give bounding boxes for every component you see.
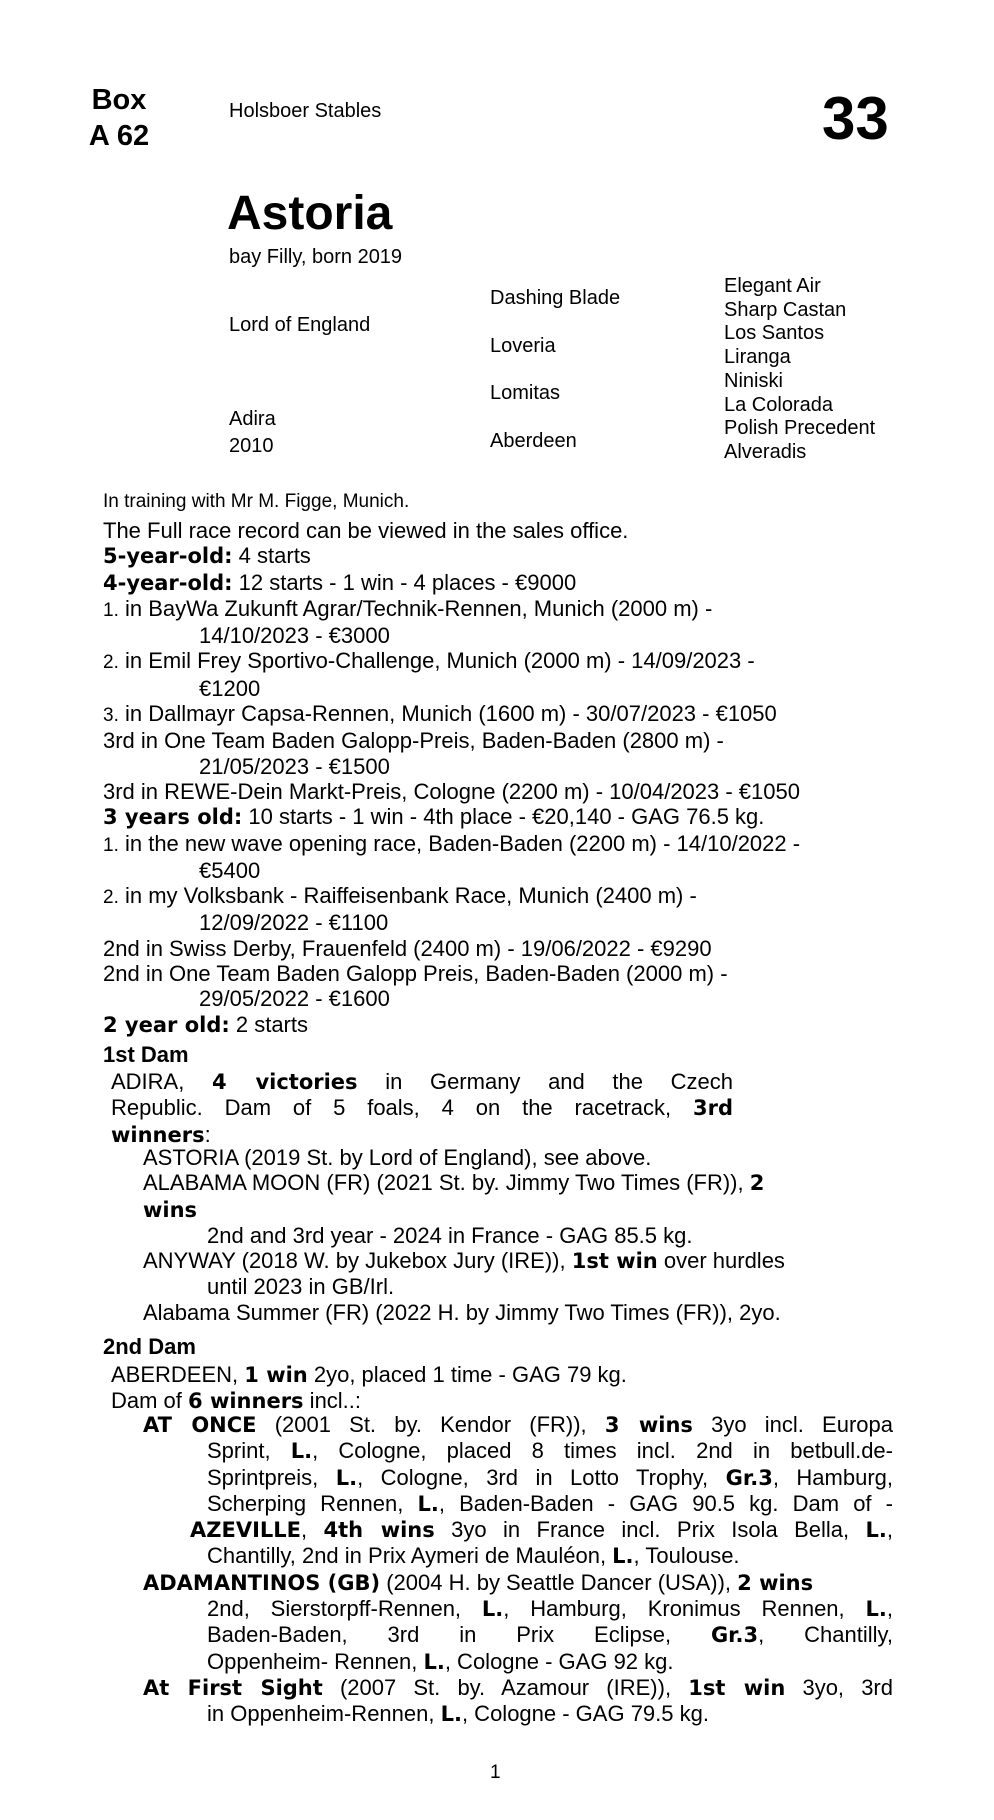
produce-line-cont: Chantilly, 2nd in Prix Aymeri de Mauléon, L., Toulouse. — [207, 1543, 740, 1569]
race-line: 3. in Dallmayr Capsa-Rennen, Munich (1600 m) - 30/07/2023 - €1050 — [103, 701, 777, 727]
produce-line-cont: until 2023 in GB/Irl. — [207, 1274, 395, 1300]
record-2yo: 2 year old: 2 starts — [103, 1011, 308, 1037]
first-dam-heading: 1st Dam — [103, 1042, 189, 1067]
dam-text-line: ADIRA, 4 victories in Germany and the Czech — [111, 1069, 733, 1094]
race-line: 2nd in Swiss Derby, Frauenfeld (2400 m) - 19/06/2022 - €9290 — [103, 935, 712, 961]
produce-line-cont: 2nd, Sierstorpff-Rennen, L., Hamburg, Kronimus Rennen, L., — [207, 1596, 893, 1622]
pedigree-gen3-item: Niniski — [724, 370, 783, 392]
full-record-note: The Full race record can be viewed in the sales office. — [103, 518, 629, 543]
produce-line-cont: in Oppenheim-Rennen, L., Cologne - GAG 79.5 kg. — [207, 1701, 709, 1727]
pedigree-gen2-item: Loveria — [490, 335, 556, 357]
pedigree-gen3-item: Alveradis — [724, 441, 807, 463]
race-line: 3rd in One Team Baden Galopp-Preis, Baden-Baden (2800 m) - — [103, 728, 724, 754]
race-line-cont: 12/09/2022 - €1100 — [199, 910, 389, 936]
dam-text-line: winners: — [111, 1121, 211, 1147]
produce-line: AT ONCE (2001 St. by. Kendor (FR)), 3 wins 3yo incl. Europa — [143, 1412, 893, 1437]
race-line: 2. in Emil Frey Sportivo-Challenge, Munich (2000 m) - 14/09/2023 - — [103, 648, 755, 674]
box-label: Box — [91, 84, 147, 116]
dam-text-line: Dam of 6 winners incl..: — [111, 1388, 362, 1414]
dam-text-line: Republic. Dam of 5 foals, 4 on the racetrack, 3rd — [111, 1095, 733, 1121]
produce-line: ASTORIA (2019 St. by Lord of England), see above. — [143, 1145, 652, 1170]
race-line: 2. in my Volksbank - Raiffeisenbank Race, Munich (2400 m) - — [103, 883, 697, 909]
second-dam-section — [111, 1362, 911, 1415]
pedigree-gen3-item: Sharp Castan — [724, 299, 847, 321]
record-5yo: 5-year-old: 4 starts — [103, 543, 311, 569]
race-line: 3rd in REWE-Dein Markt-Preis, Cologne (2200 m) - 10/04/2023 - €1050 — [103, 778, 800, 804]
produce-line-cont: Scherping Rennen, L., Baden-Baden - GAG 90.5 kg. Dam of - — [207, 1490, 893, 1516]
produce-line: ANYWAY (2018 W. by Jukebox Jury (IRE)), 1st win over hurdles — [143, 1248, 785, 1274]
second-dam-produce — [143, 1412, 893, 1728]
record-3yo: 3 years old: 10 starts - 1 win - 4th place - €20,140 - GAG 76.5 kg. — [103, 804, 765, 830]
pedigree-gen3-item: La Colorada — [724, 394, 833, 416]
produce-line: ALABAMA MOON (FR) (2021 St. by. Jimmy Two Times (FR)), 2 — [143, 1170, 765, 1196]
produce-line: Alabama Summer (FR) (2022 H. by Jimmy Two Times (FR)), 2yo. — [143, 1299, 781, 1325]
pedigree-gen2-item: Lomitas — [490, 382, 561, 404]
race-line-cont: €5400 — [199, 857, 261, 883]
first-dam-section — [111, 1069, 733, 1148]
produce-line-cont: Oppenheim- Rennen, L., Cologne - GAG 92 kg. — [207, 1648, 674, 1674]
race-line: 1. in BayWa Zukunft Agrar/Technik-Rennen, Munich (2000 m) - — [103, 595, 713, 621]
produce-line-cont: Sprint, L., Cologne, placed 8 times incl. 2nd in betbull.de- — [207, 1438, 893, 1464]
training-note: In training with Mr M. Figge, Munich. — [103, 491, 410, 512]
pedigree-gen3-item: Polish Precedent — [724, 417, 876, 439]
race-line-cont: 29/05/2022 - €1600 — [199, 986, 390, 1012]
race-line: 2nd in One Team Baden Galopp Preis, Baden-Baden (2000 m) - — [103, 961, 728, 987]
produce-line-cont: 2nd and 3rd year - 2024 in France - GAG 85.5 kg. — [207, 1222, 693, 1248]
race-line-cont: 21/05/2023 - €1500 — [199, 753, 390, 779]
box-location — [88, 82, 150, 154]
race-record — [103, 518, 903, 1038]
produce-line: ADAMANTINOS (GB) (2004 H. by Seattle Dancer (USA)), 2 wins — [143, 1569, 814, 1595]
pedigree-gen3-item: Liranga — [724, 346, 791, 368]
first-dam-produce — [111, 1145, 911, 1325]
race-line-cont: 14/10/2023 - €3000 — [199, 623, 390, 649]
lot-number: 33 — [822, 85, 889, 152]
second-dam-heading: 2nd Dam — [103, 1334, 196, 1359]
box-number: A 62 — [88, 120, 150, 152]
race-line-cont: €1200 — [199, 675, 261, 701]
pedigree-sire: Lord of England — [229, 314, 371, 336]
horse-description: bay Filly, born 2019 — [229, 246, 403, 268]
pedigree-gen3-item: Elegant Air — [724, 275, 821, 297]
pedigree-dam: Adira — [229, 408, 276, 430]
produce-line-cont: AZEVILLE, 4th wins 3yo in France incl. Prix Isola Bella, L., — [190, 1517, 893, 1543]
produce-line-cont: Baden-Baden, 3rd in Prix Eclipse, Gr.3, Chantilly, — [207, 1622, 893, 1648]
race-line: 1. in the new wave opening race, Baden-Baden (2200 m) - 14/10/2022 - — [103, 830, 801, 856]
produce-line-cont: Sprintpreis, L., Cologne, 3rd in Lotto Trophy, Gr.3, Hamburg, — [207, 1464, 893, 1490]
pedigree-gen2-item: Aberdeen — [490, 430, 577, 452]
produce-line: wins — [143, 1197, 198, 1222]
pedigree-gen2-item: Dashing Blade — [490, 287, 621, 309]
pedigree-dam-year: 2010 — [229, 435, 274, 457]
produce-line: At First Sight (2007 St. by. Azamour (IRE)), 1st win 3yo, 3rd — [143, 1674, 893, 1700]
horse-name: Astoria — [227, 187, 393, 240]
dam-text-line: ABERDEEN, 1 win 2yo, placed 1 time - GAG 79 kg. — [111, 1362, 627, 1387]
consignor: Holsboer Stables — [229, 100, 382, 122]
record-4yo: 4-year-old: 12 starts - 1 win - 4 places - €9000 — [103, 569, 577, 595]
page-number: 1 — [490, 1762, 501, 1783]
pedigree-gen3-item: Los Santos — [724, 322, 825, 344]
